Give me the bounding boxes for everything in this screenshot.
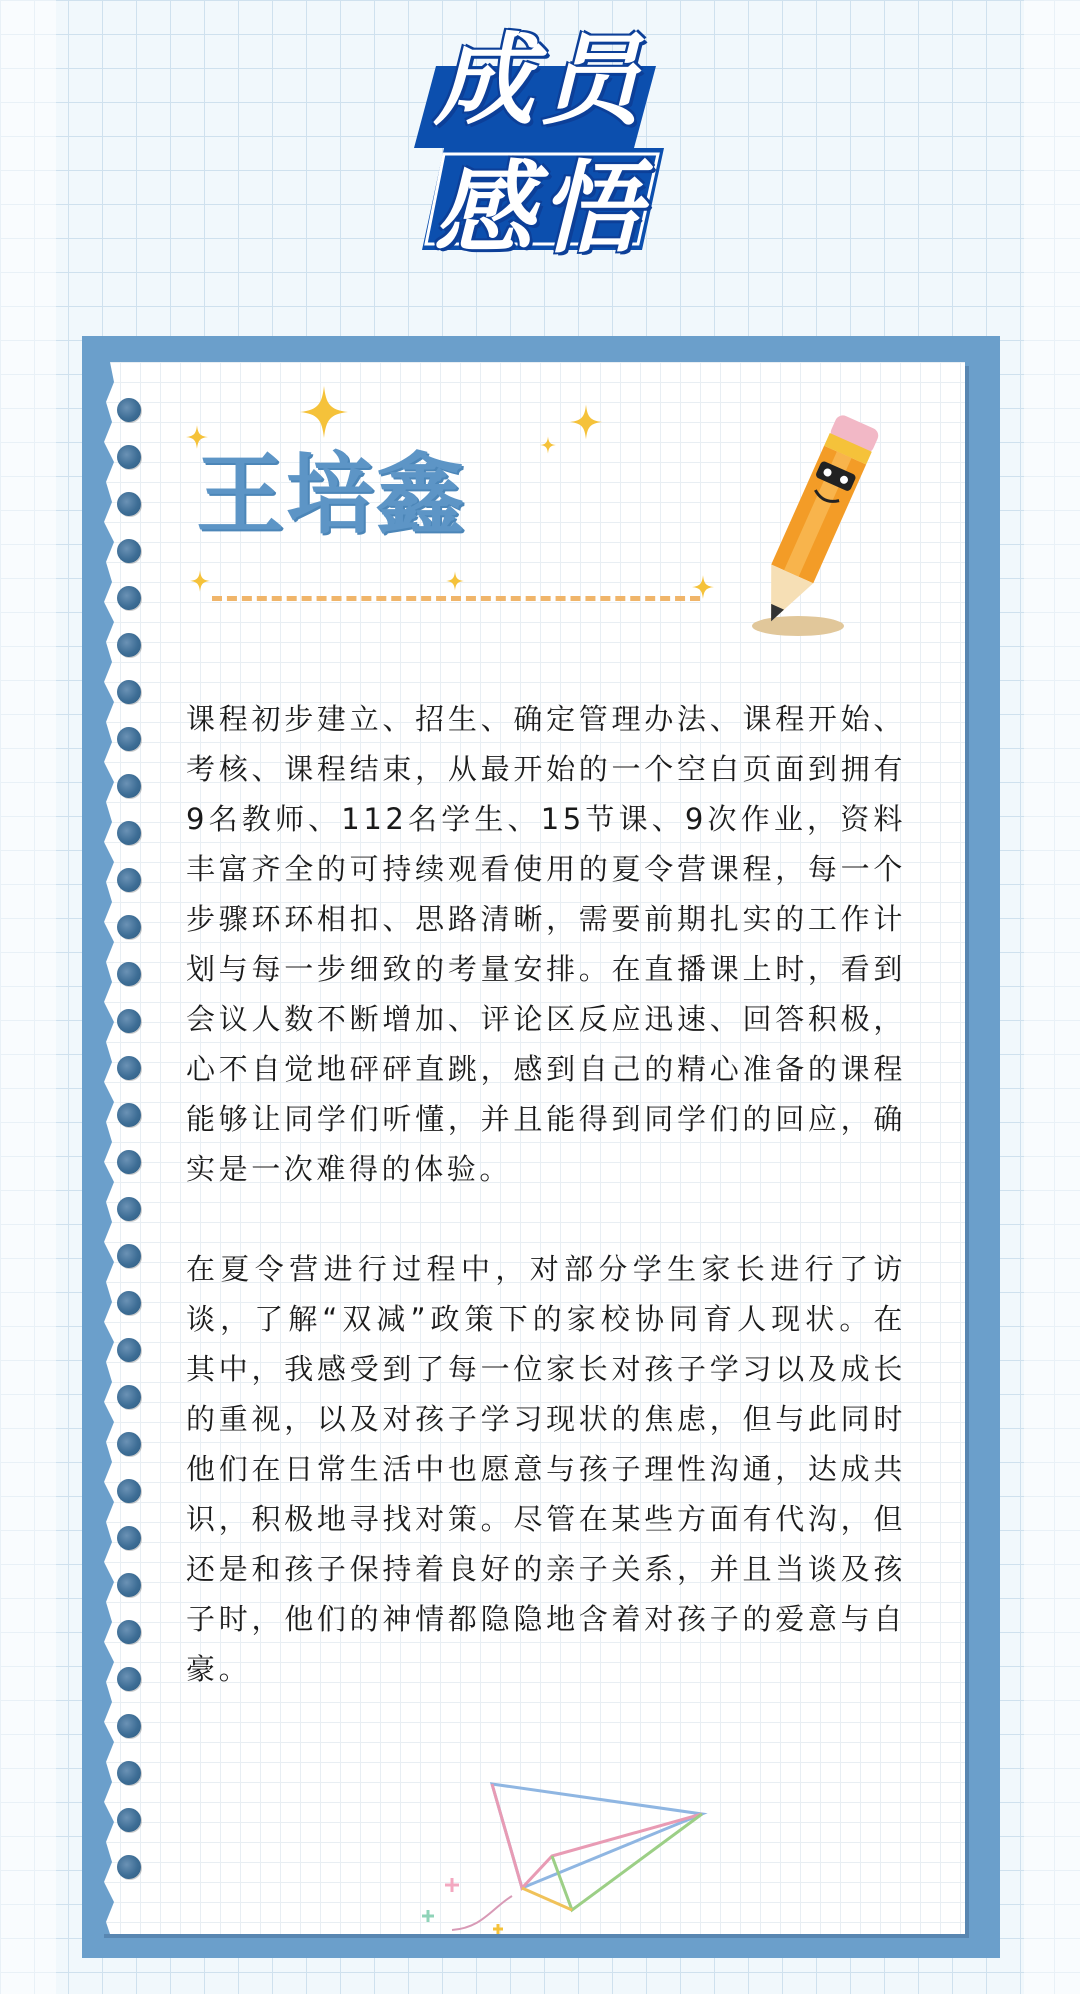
spiral-ring-icon — [117, 1009, 141, 1033]
spiral-ring-icon — [117, 1667, 141, 1691]
title-line-1: 成员 — [434, 22, 646, 139]
title-line-2: 感悟 — [434, 150, 646, 267]
spiral-ring-icon — [117, 915, 141, 939]
reflection-body — [186, 694, 906, 1694]
title-badge — [408, 14, 672, 276]
spiral-ring-icon — [117, 680, 141, 704]
spiral-ring-icon — [117, 539, 141, 563]
spiral-ring-icon — [117, 868, 141, 892]
left-margin — [0, 0, 56, 1994]
dashed-divider — [212, 596, 700, 607]
spiral-ring-icon — [117, 1714, 141, 1738]
sparkle-icon — [446, 570, 464, 592]
reflection-paragraph-2: 在夏令营进行过程中，对部分学生家长进行了访谈，了解“双减”政策下的家校协同育人现状。在其中，我感受到了每一位家长对孩子学习以及成长的重视，以及对孩子学习现状的焦虑，但与此同时他们在日常生活中也愿意与孩子理性沟通，达成共识，积极地寻找对策。尽管在某些方面有代沟，但还是和孩子保持着良好的亲子关系，并且当谈及孩子时，他们的神情都隐隐地含着对孩子的爱意与自豪。 — [186, 1252, 906, 1686]
spiral-ring-icon — [117, 1526, 141, 1550]
spiral-ring-icon — [117, 821, 141, 845]
sparkle-icon — [300, 386, 348, 438]
member-name: 王培鑫 — [196, 443, 467, 546]
sparkle-icon — [190, 568, 210, 594]
spiral-ring-icon — [117, 1855, 141, 1879]
spiral-ring-icon — [117, 1056, 141, 1080]
spiral-ring-icon — [117, 1150, 141, 1174]
spiral-ring-icon — [117, 398, 141, 422]
spiral-ring-icon — [117, 1761, 141, 1785]
spiral-ring-icon — [117, 492, 141, 516]
spiral-ring-icon — [117, 1338, 141, 1362]
spiral-ring-icon — [117, 1291, 141, 1315]
pencil-illustration — [740, 394, 880, 644]
spiral-ring-icon — [117, 1385, 141, 1409]
spiral-ring-icon — [117, 727, 141, 751]
spiral-ring-icon — [117, 1244, 141, 1268]
sparkle-icon — [570, 404, 602, 440]
name-heading — [196, 440, 596, 560]
spiral-ring-icon — [117, 1620, 141, 1644]
spiral-ring-icon — [117, 1103, 141, 1127]
right-margin — [1024, 0, 1080, 1994]
spiral-binding — [115, 398, 145, 1898]
spiral-ring-icon — [117, 774, 141, 798]
spiral-ring-icon — [117, 962, 141, 986]
spiral-ring-icon — [117, 1808, 141, 1832]
paper-plane-illustration — [422, 1778, 712, 1938]
spiral-ring-icon — [117, 1479, 141, 1503]
spiral-ring-icon — [117, 633, 141, 657]
spiral-ring-icon — [117, 1573, 141, 1597]
reflection-paragraph-1: 课程初步建立、招生、确定管理办法、课程开始、考核、课程结束，从最开始的一个空白页面到拥有9名教师、112名学生、15节课、9次作业，资料丰富齐全的可持续观看使用的夏令营课程，每一个步骤环环相扣、思路清晰，需要前期扎实的工作计划与每一步细致的考量安排。在直播课上时，看到会议人数不断增加、评论区反应迅速、回答积极，心不自觉地砰砰直跳，感到自己的精心准备的课程能够让同学们听懂，并且能得到同学们的回应，确实是一次难得的体验。 — [186, 702, 906, 1186]
spiral-ring-icon — [117, 1432, 141, 1456]
spiral-ring-icon — [117, 586, 141, 610]
spiral-ring-icon — [117, 1197, 141, 1221]
spiral-ring-icon — [117, 445, 141, 469]
